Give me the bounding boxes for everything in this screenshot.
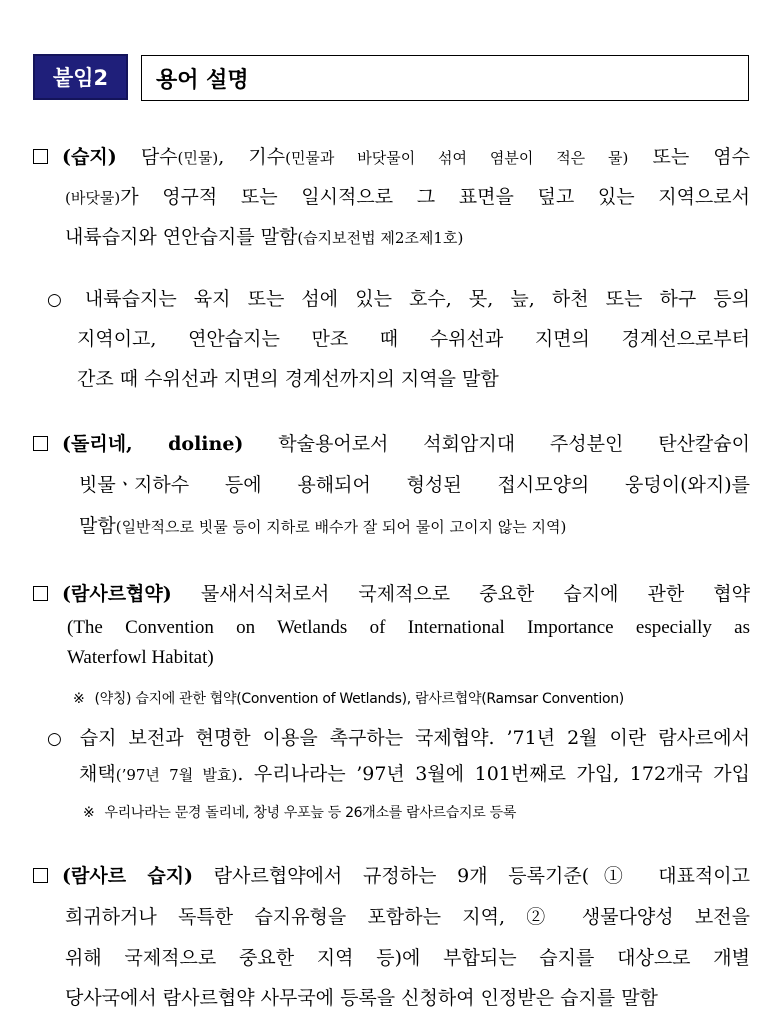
ramsar-wetland-line-4 xyxy=(65,986,750,1010)
term-ramsar-convention: (람사르협약) xyxy=(62,583,172,605)
page-title: 용어 설명 xyxy=(141,55,749,101)
ramsar-wetland-line-3 xyxy=(65,946,750,970)
reference-mark-icon: ※ xyxy=(73,691,85,707)
text: 당사국에서 람사르협약 사무국에 등록을 신청하여 인정받은 습지를 말함 xyxy=(65,987,658,1009)
ramsar-convention-note-2 xyxy=(83,803,516,823)
circle-bullet-icon: ○ xyxy=(47,729,68,749)
text: Waterfowl Habitat) xyxy=(67,647,214,668)
text: 지역이고, 연안습지는 만조 때 수위선과 지면의 경계선으로부터 xyxy=(77,328,750,350)
text: 가 영구적 또는 일시적으로 그 표면을 덮고 있는 지역으로서 xyxy=(120,186,750,208)
doline-line-3 xyxy=(79,514,750,539)
text: (습지보전법 제2조제1호) xyxy=(297,229,464,247)
text: 또는 염수 xyxy=(628,146,751,168)
text: 학술용어로서 석회암지대 주성분인 탄산칼슘이 xyxy=(243,433,750,455)
text: 말함 xyxy=(79,515,116,537)
term-ramsar-wetland: (람사르 습지) xyxy=(62,865,194,887)
wetland-sub-line-2 xyxy=(77,327,750,351)
wetland-sub-line-1 xyxy=(47,287,750,312)
wetland-line-1 xyxy=(33,145,750,170)
ramsar-convention-sub-line-2 xyxy=(79,762,750,787)
text: (약칭) 습지에 관한 협약(Convention of Wetlands), 람사르협약(Ramsar Convention) xyxy=(94,691,624,707)
square-bullet-icon xyxy=(33,436,48,451)
text: (민물) xyxy=(177,149,219,167)
reference-mark-icon: ※ xyxy=(83,805,95,821)
text: 빗물ㆍ지하수 등에 용해되어 형성된 접시모양의 웅덩이(와지)를 xyxy=(79,474,750,496)
ramsar-convention-line-1 xyxy=(33,582,750,606)
wetland-line-2 xyxy=(65,185,750,210)
text: (일반적으로 빗물 등이 지하로 배수가 잘 되어 물이 고이지 않는 지역) xyxy=(115,518,567,536)
text: 습지 보전과 현명한 이용을 촉구하는 국제협약. ’71년 2월 이란 람사르에서 xyxy=(79,727,750,749)
square-bullet-icon xyxy=(33,149,48,164)
square-bullet-icon xyxy=(33,868,48,883)
ramsar-convention-line-2 xyxy=(67,616,750,640)
text: (The Convention on Wetlands of International Importance especially as xyxy=(67,617,750,638)
text: (민물과 바닷물이 섞여 염분이 적은 물) xyxy=(285,149,629,167)
square-bullet-icon xyxy=(33,586,48,601)
doline-line-1 xyxy=(33,432,750,456)
term-wetland: (습지) xyxy=(62,146,117,168)
doline-line-2 xyxy=(79,473,750,497)
attachment-badge: 붙임2 xyxy=(33,54,128,100)
wetland-line-3 xyxy=(65,225,750,250)
text: , 기수 xyxy=(218,146,286,168)
text: 채택 xyxy=(79,763,116,785)
wetland-sub-line-3 xyxy=(77,367,750,391)
ramsar-convention-line-3 xyxy=(67,646,750,670)
text: 우리나라는 문경 돌리네, 창녕 우포늪 등 26개소를 람사르습지로 등록 xyxy=(104,805,517,821)
ramsar-wetland-line-2 xyxy=(65,905,750,929)
text: 내륙습지와 연안습지를 말함 xyxy=(65,226,298,248)
text: 담수 xyxy=(116,146,178,168)
text: (’97년 7월 발효) xyxy=(115,766,238,784)
ramsar-convention-sub-line-1 xyxy=(47,726,750,751)
term-doline: (돌리네, doline) xyxy=(62,433,244,455)
text: 람사르협약에서 규정하는 9개 등록기준(① 대표적이고 xyxy=(193,865,750,887)
ramsar-wetland-line-1 xyxy=(33,864,750,888)
text: 희귀하거나 독특한 습지유형을 포함하는 지역, ② 생물다양성 보전을 xyxy=(65,906,750,928)
text: (바닷물) xyxy=(65,189,121,207)
circle-bullet-icon: ○ xyxy=(47,290,73,310)
ramsar-convention-note-1 xyxy=(73,689,624,709)
text: . 우리나라는 ’97년 3월에 101번째로 가입, 172개국 가입 xyxy=(237,763,750,785)
text: 내륙습지는 육지 또는 섬에 있는 호수, 못, 늪, 하천 또는 하구 등의 xyxy=(84,288,750,310)
text: 간조 때 수위선과 지면의 경계선까지의 지역을 말함 xyxy=(77,368,499,390)
text: 물새서식처로서 국제적으로 중요한 습지에 관한 협약 xyxy=(171,583,750,605)
text: 위해 국제적으로 중요한 지역 등)에 부합되는 습지를 대상으로 개별 xyxy=(65,947,750,969)
